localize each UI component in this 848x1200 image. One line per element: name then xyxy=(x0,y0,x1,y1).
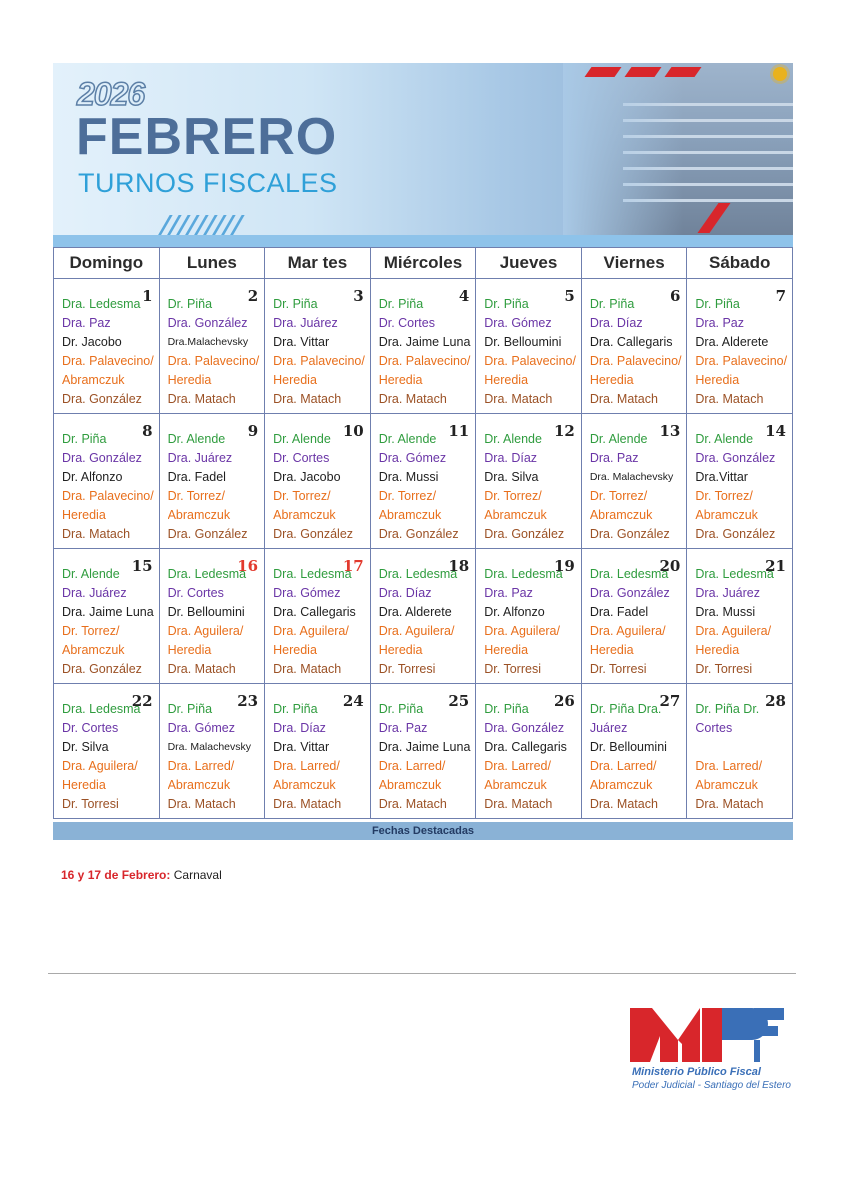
day-number: 16 xyxy=(237,557,259,575)
banner-band xyxy=(53,235,793,247)
calendar-day-cell xyxy=(54,684,160,819)
shift-entry: Abramczuk xyxy=(62,373,125,387)
weekday-sunday: Domingo xyxy=(54,248,160,279)
shift-entry: Dra. Ledesma xyxy=(695,567,774,581)
day-number: 4 xyxy=(458,287,470,305)
shift-entry: Dra. Alderete xyxy=(378,605,452,619)
calendar-day-cell xyxy=(54,279,160,414)
shift-entry: Heredia xyxy=(589,373,634,387)
shift-entry: Dra. Larred/ xyxy=(167,759,235,773)
shift-entry: Dra. González xyxy=(484,721,565,735)
shift-entry: Dra. Ledesma xyxy=(62,702,141,716)
day-number: 23 xyxy=(237,692,259,710)
shift-entry: Dra. Jaime Luna xyxy=(378,335,471,349)
shift-entry: Dr. Torrez/ xyxy=(484,489,542,503)
calendar-day-cell xyxy=(581,684,687,819)
shift-entry: Dra. Gómez xyxy=(273,586,341,600)
day-number: 14 xyxy=(765,422,786,440)
shift-entry: Dr. Piña Dr. xyxy=(695,702,760,716)
shift-entry: Dra. González xyxy=(695,527,776,541)
shift-entry: Dra. Díaz xyxy=(589,316,643,330)
shift-entry: Dra. González xyxy=(167,527,248,541)
building-photo xyxy=(563,63,793,247)
shift-entry: Dra. Matach xyxy=(378,392,447,406)
logo-line-2: Poder Judicial - Santiago del Estero xyxy=(632,1080,791,1091)
subtitle: TURNOS FISCALES xyxy=(78,168,338,198)
shift-entry: Dra. Díaz xyxy=(378,586,432,600)
day-number: 13 xyxy=(659,422,681,440)
shift-entry: Dra. Matach xyxy=(273,797,342,811)
shift-entry: Dr. Jacobo xyxy=(62,335,122,349)
day-number: 17 xyxy=(342,557,364,575)
day-number: 8 xyxy=(142,422,153,440)
shift-entry: Heredia xyxy=(167,643,212,657)
shift-entry: Abramczuk xyxy=(273,508,336,522)
calendar-day-cell xyxy=(581,279,687,414)
shift-entry: Dra. Paz xyxy=(378,721,428,735)
shift-entry: Abramczuk xyxy=(589,778,653,792)
shift-entry: Dra. Matach xyxy=(589,797,658,811)
shift-entry: Dra. Aguilera/ xyxy=(273,624,349,638)
shift-entry: Dra. Malachevsky xyxy=(167,741,252,753)
shift-entry: Abramczuk xyxy=(695,508,758,522)
day-number: 24 xyxy=(342,692,364,710)
shift-entry: Dra. Aguilera/ xyxy=(484,624,560,638)
shift-entry: Dra. Malachevsky xyxy=(589,471,674,483)
calendar-day-cell xyxy=(476,414,582,549)
shift-entry: Dra. Ledesma xyxy=(273,567,352,581)
shift-entry: Dra. González xyxy=(484,527,565,541)
shift-entry: Dra. Aguilera/ xyxy=(167,624,244,638)
shift-entry: Dra. Ledesma xyxy=(484,567,563,581)
shift-entry: Dr. Piña xyxy=(62,432,107,446)
calendar-week-row xyxy=(54,684,793,819)
shift-entry: Dra. Callegaris xyxy=(589,335,673,349)
shift-entry: Dra. Aguilera/ xyxy=(378,624,455,638)
shift-entry: Heredia xyxy=(589,643,634,657)
shift-entry: Dr. Cortes xyxy=(167,586,224,600)
calendar-day-cell xyxy=(687,684,793,819)
shift-entry: Dra. Gómez xyxy=(484,316,552,330)
shift-entry: Dra. González xyxy=(589,586,670,600)
header-banner xyxy=(53,63,793,247)
shift-entry: Dr. Alende xyxy=(378,432,437,446)
highlighted-date-note xyxy=(61,868,222,882)
shift-entry: Abramczuk xyxy=(484,508,547,522)
shift-entry: Dra. Fadel xyxy=(167,470,226,484)
shift-entry: Cortes xyxy=(695,721,733,735)
weekday-thursday: Jueves xyxy=(476,248,582,279)
shift-entry: Dra. Callegaris xyxy=(273,605,356,619)
shift-entry: Dra. Juárez xyxy=(167,451,233,465)
calendar-day-cell xyxy=(265,279,371,414)
shift-entry: Heredia xyxy=(378,643,423,657)
shift-entry: Dra. Jaime Luna xyxy=(378,740,471,754)
day-number: 25 xyxy=(448,692,470,710)
calendar-day-cell xyxy=(54,414,160,549)
shift-entry: Dra. González xyxy=(62,451,142,465)
shift-entry: Dra. Gómez xyxy=(167,721,235,735)
shift-entry: Dra. Aguilera/ xyxy=(589,624,666,638)
shift-entry: Dra. González xyxy=(62,662,142,676)
shift-entry: Abramczuk xyxy=(167,508,231,522)
shift-entry: Dra. González xyxy=(273,527,354,541)
calendar-day-cell xyxy=(476,279,582,414)
shift-entry: Dr. Torresi xyxy=(589,662,647,676)
shift-entry: Dra. Gómez xyxy=(378,451,447,465)
shift-entry: Dra. Matach xyxy=(378,797,447,811)
shift-entry: Dr. Torresi xyxy=(62,797,119,811)
shift-entry: Abramczuk xyxy=(695,778,758,792)
shift-entry: Dra. Matach xyxy=(695,392,764,406)
day-number: 19 xyxy=(553,557,575,575)
calendar-day-cell xyxy=(159,684,265,819)
shift-entry: Heredia xyxy=(484,643,529,657)
shift-entry: Dra. Vittar xyxy=(273,740,330,754)
shift-entry: Dra. Ledesma xyxy=(62,297,141,311)
calendar-day-cell xyxy=(54,549,160,684)
shift-entry: Dr. Cortes xyxy=(378,316,435,330)
calendar-day-cell xyxy=(159,549,265,684)
shift-entry: Heredia xyxy=(62,778,106,792)
shift-entry: Dra. Larred/ xyxy=(378,759,446,773)
shift-entry: Dra. Jaime Luna xyxy=(62,605,154,619)
logo-line-1: Ministerio Público Fiscal xyxy=(632,1066,761,1078)
shift-entry: Abramczuk xyxy=(167,778,231,792)
shift-entry: Dra.Vittar xyxy=(695,470,748,484)
shift-entry: Dr. Belloumini xyxy=(484,335,562,349)
weekday-friday: Viernes xyxy=(581,248,687,279)
shift-entry: Dr. Torrez/ xyxy=(273,489,331,503)
shift-entry: Dra. Mussi xyxy=(695,605,756,619)
calendar-day-cell xyxy=(687,414,793,549)
shift-entry: Dra. Ledesma xyxy=(589,567,669,581)
shift-entry: Dra. Matach xyxy=(695,797,764,811)
shift-entry: Dr. Alende xyxy=(589,432,648,446)
calendar-day-cell xyxy=(581,549,687,684)
shift-entry: Dr. Torrez/ xyxy=(378,489,437,503)
shift-entry xyxy=(695,738,792,757)
shift-entry: Dra. Matach xyxy=(484,392,553,406)
shift-entry: Dr. Piña xyxy=(273,702,318,716)
day-number: 18 xyxy=(448,557,470,575)
calendar-week-row xyxy=(54,549,793,684)
sun-emblem-icon xyxy=(773,67,787,81)
shift-entry: Dra.Malachevsky xyxy=(167,336,249,348)
day-number: 12 xyxy=(553,422,575,440)
shift-entry: Dra. Aguilera/ xyxy=(695,624,772,638)
shift-entry: Dra. Matach xyxy=(62,527,131,541)
shift-entry: Dra. Larred/ xyxy=(273,759,340,773)
shift-entry: Dr. Alende xyxy=(62,567,120,581)
shift-entry: Abramczuk xyxy=(273,778,336,792)
day-number: 11 xyxy=(448,422,470,440)
shift-entry: Dra. Díaz xyxy=(484,451,538,465)
weekday-tuesday: Mar tes xyxy=(265,248,371,279)
calendar-table xyxy=(53,247,793,819)
shift-entry: Heredia xyxy=(273,643,317,657)
shift-entry: Dra. Matach xyxy=(589,392,658,406)
shift-entry: Dr. Alende xyxy=(273,432,331,446)
shift-entry: Dr. Piña Dra. xyxy=(589,702,662,716)
day-number: 21 xyxy=(765,557,786,575)
month-title: FEBRERO xyxy=(76,108,338,166)
shift-entry: Dr. Torrez/ xyxy=(167,489,225,503)
shift-entry: Abramczuk xyxy=(589,508,653,522)
shift-entry: Dr. Piña xyxy=(484,702,529,716)
shift-entry: Dr. Torrez/ xyxy=(589,489,648,503)
shift-entry: Dra. Aguilera/ xyxy=(62,759,138,773)
calendar-day-cell xyxy=(265,414,371,549)
shift-entry: Dra. Palavecino/ xyxy=(62,489,154,503)
shift-entry: Dr. Piña xyxy=(589,297,635,311)
shift-entry: Dra. Paz xyxy=(62,316,111,330)
mpf-logo-icon xyxy=(630,1000,791,1095)
day-number: 9 xyxy=(247,422,259,440)
shift-entry: Juárez xyxy=(589,721,628,735)
calendar-day-cell xyxy=(159,279,265,414)
shift-entry: Dra. González xyxy=(695,451,776,465)
shift-entry: Dr. Piña xyxy=(167,702,213,716)
calendar-day-cell xyxy=(687,279,793,414)
shift-entry: Dra. Ledesma xyxy=(378,567,458,581)
shift-entry: Dra. Larred/ xyxy=(589,759,657,773)
shift-entry: Heredia xyxy=(484,373,529,387)
shift-entry: Dra. Palavecino/ xyxy=(589,354,682,368)
shift-entry: Dra. González xyxy=(378,527,459,541)
day-number: 20 xyxy=(659,557,681,575)
weekday-monday: Lunes xyxy=(159,248,265,279)
day-number: 1 xyxy=(142,287,153,305)
shift-entry: Dra. Juárez xyxy=(695,586,760,600)
calendar-day-cell xyxy=(370,414,476,549)
shift-entry: Dr. Torresi xyxy=(484,662,541,676)
shift-entry: Dr. Alfonzo xyxy=(484,605,545,619)
calendar-day-cell xyxy=(265,684,371,819)
shift-entry: Dra. Palavecino/ xyxy=(695,354,788,368)
day-number: 7 xyxy=(775,287,786,305)
shift-entry: Dra. Silva xyxy=(484,470,539,484)
shift-entry: Dra. Palavecino/ xyxy=(62,354,154,368)
shift-entry: Heredia xyxy=(62,508,106,522)
shift-entry: Abramczuk xyxy=(62,643,125,657)
day-number: 22 xyxy=(131,692,153,710)
shift-entry: Dra. González xyxy=(167,316,248,330)
shift-entry: Dra. Paz xyxy=(695,316,745,330)
note-date-label: 16 y 17 de Febrero: xyxy=(61,868,171,882)
shift-entry: Dra. Alderete xyxy=(695,335,769,349)
shift-entry: Dra. Ledesma xyxy=(167,567,247,581)
shift-entry: Heredia xyxy=(695,373,740,387)
shift-entry: Dra. Paz xyxy=(484,586,533,600)
shift-entry: Abramczuk xyxy=(378,508,442,522)
shift-entry: Dr. Torrez/ xyxy=(62,624,120,638)
calendar-day-cell xyxy=(687,549,793,684)
shift-entry: Dra. Mussi xyxy=(378,470,439,484)
shift-entry: Dra. Matach xyxy=(273,392,342,406)
shift-entry: Dr. Piña xyxy=(167,297,213,311)
shift-entry: Dr. Torresi xyxy=(378,662,436,676)
day-number: 15 xyxy=(131,557,153,575)
shift-entry: Dra. Matach xyxy=(167,392,236,406)
shift-entry: Dr. Piña xyxy=(378,297,424,311)
shift-entry: Dra. Palavecino/ xyxy=(167,354,260,368)
shift-entry: Dra. Fadel xyxy=(589,605,649,619)
shift-entry: Dr. Belloumini xyxy=(589,740,667,754)
shift-entry: Dra. González xyxy=(62,392,142,406)
shift-entry: Dra. Palavecino/ xyxy=(378,354,471,368)
shift-entry: Dra. Palavecino/ xyxy=(273,354,365,368)
shift-entry: Dr. Alfonzo xyxy=(62,470,123,484)
calendar-day-cell xyxy=(370,549,476,684)
year-label: 2026 xyxy=(77,76,145,112)
shift-entry: Dra. Juárez xyxy=(273,316,338,330)
calendar-week-row xyxy=(54,279,793,414)
shift-entry: Abramczuk xyxy=(378,778,442,792)
calendar-day-cell xyxy=(581,414,687,549)
calendar-day-cell xyxy=(159,414,265,549)
highlighted-dates-bar: Fechas Destacadas xyxy=(53,822,793,840)
day-number: 10 xyxy=(342,422,364,440)
shift-entry: Heredia xyxy=(378,373,423,387)
shift-entry: Dra. Callegaris xyxy=(484,740,567,754)
shift-entry: Dra. Juárez xyxy=(62,586,127,600)
day-number: 2 xyxy=(247,287,259,305)
shift-entry: Dra. Matach xyxy=(167,797,236,811)
footer-divider xyxy=(48,973,796,974)
weekday-saturday: Sábado xyxy=(687,248,793,279)
calendar-day-cell xyxy=(476,549,582,684)
shift-entry: Dr. Belloumini xyxy=(167,605,245,619)
calendar-day-cell xyxy=(370,279,476,414)
shift-entry: Dr. Torresi xyxy=(695,662,753,676)
shift-entry: Dr. Piña xyxy=(695,297,740,311)
shift-entry: Dr. Alende xyxy=(167,432,226,446)
day-number: 6 xyxy=(669,287,681,305)
calendar-week-row xyxy=(54,414,793,549)
shift-entry: Dr. Cortes xyxy=(273,451,330,465)
shift-entry: Dr. Cortes xyxy=(62,721,119,735)
calendar-day-cell xyxy=(265,549,371,684)
shift-entry: Dra. Jacobo xyxy=(273,470,341,484)
shift-entry: Dr. Piña xyxy=(484,297,529,311)
shift-entry: Heredia xyxy=(167,373,212,387)
shift-entry: Dra. Larred/ xyxy=(484,759,551,773)
shift-entry: Heredia xyxy=(273,373,317,387)
shift-entry: Dr. Torrez/ xyxy=(695,489,753,503)
shift-entry: Dra. Matach xyxy=(167,662,236,676)
shift-entry: Dr. Piña xyxy=(273,297,318,311)
shift-entry: Dr. Piña xyxy=(378,702,424,716)
shift-entry: Dra. Díaz xyxy=(273,721,326,735)
weekday-header-row xyxy=(54,248,793,279)
shift-entry: Dra. Palavecino/ xyxy=(484,354,576,368)
shift-entry: Dra. González xyxy=(589,527,670,541)
day-number: 5 xyxy=(564,287,575,305)
note-text: Carnaval xyxy=(173,868,222,882)
calendar-day-cell xyxy=(370,684,476,819)
day-number: 26 xyxy=(553,692,575,710)
shift-entry: Dra. Paz xyxy=(589,451,639,465)
shift-entry: Heredia xyxy=(695,643,740,657)
shift-entry: Dra. Matach xyxy=(484,797,553,811)
shift-entry: Dra. Vittar xyxy=(273,335,330,349)
shift-entry: Dra. Matach xyxy=(273,662,342,676)
weekday-wednesday: Miércoles xyxy=(370,248,476,279)
day-number: 3 xyxy=(353,287,364,305)
shift-entry: Dr. Alende xyxy=(695,432,754,446)
day-number: 28 xyxy=(765,692,786,710)
calendar-day-cell xyxy=(476,684,582,819)
shift-entry: Dr. Silva xyxy=(62,740,109,754)
shift-entry: Dra. Larred/ xyxy=(695,759,763,773)
shift-entry: Abramczuk xyxy=(484,778,547,792)
day-number: 27 xyxy=(659,692,681,710)
shift-entry: Dr. Alende xyxy=(484,432,542,446)
